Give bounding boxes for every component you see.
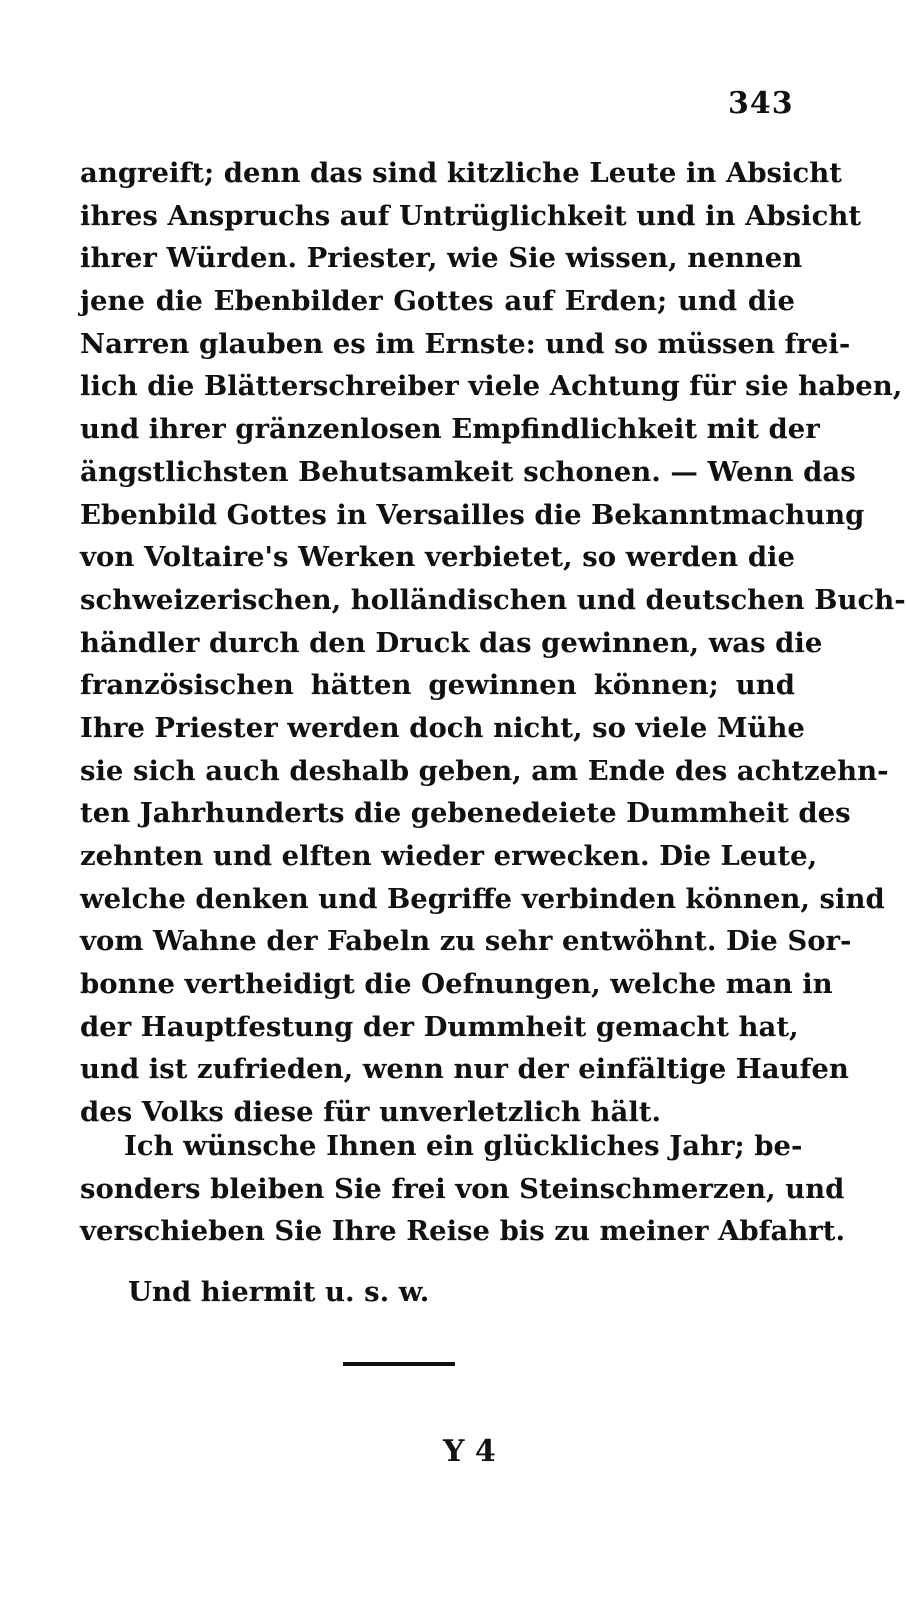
text-line: angreift; denn das sind kitzliche Leute in Absicht <box>80 157 842 189</box>
paragraph-2 <box>80 1125 846 1253</box>
text-line: schweizerischen, holländischen und deutschen Buch- <box>80 583 906 616</box>
text-line: händler durch den Druck das gewinnen, was die <box>80 626 823 659</box>
text-line: sonders bleiben Sie frei von Steinschmerzen, und <box>80 1172 845 1205</box>
text-line: von Voltaire's Werken verbietet, so werden die <box>80 541 795 574</box>
text-line: französischen hätten gewinnen können; und <box>80 669 795 702</box>
text-line: Ihre Priester werden doch nicht, so viele Mühe <box>80 711 805 744</box>
closing-line: Und hiermit u. s. w. <box>128 1276 430 1308</box>
text-line: der Hauptfestung der Dummheit gemacht hat, <box>80 1010 799 1043</box>
text-line: verschieben Sie Ihre Reise bis zu meiner Abfahrt. <box>80 1215 846 1248</box>
text-line: und ihrer gränzenlosen Empfindlichkeit mit der <box>80 413 820 446</box>
separator-rule <box>343 1362 455 1366</box>
text-line: jene die Ebenbilder Gottes auf Erden; und die <box>80 285 795 318</box>
text-line: Ich wünsche Ihnen ein glückliches Jahr; be- <box>124 1130 803 1162</box>
text-line: und ist zufrieden, wenn nur der einfältige Haufen <box>80 1053 849 1086</box>
text-line: sie sich auch deshalb geben, am Ende des achtzehn- <box>80 754 889 787</box>
text-line: ten Jahrhunderts die gebenedeiete Dummheit des <box>80 797 851 830</box>
text-line: lich die Blätterschreiber viele Achtung für sie haben, <box>80 370 903 403</box>
text-line: welche denken und Begriffe verbinden können, sind <box>80 882 885 915</box>
text-line: des Volks diese für unverletzlich hält. <box>80 1096 662 1129</box>
text-line: Ebenbild Gottes in Versailles die Bekanntmachung <box>80 498 865 531</box>
signature-mark: Y 4 <box>443 1434 496 1469</box>
text-line: vom Wahne der Fabeln zu sehr entwöhnt. Die Sor- <box>80 925 852 958</box>
text-line: Narren glauben es im Ernste: und so müssen frei- <box>80 327 851 360</box>
page-number: 343 <box>728 86 794 121</box>
text-line: zehnten und elften wieder erwecken. Die Leute, <box>80 840 818 872</box>
paragraph-1 <box>80 152 906 1134</box>
text-line: ängstlichsten Behutsamkeit schonen. — Wenn das <box>80 455 856 488</box>
text-line: bonne vertheidigt die Oefnungen, welche man in <box>80 968 833 1001</box>
text-line: ihrer Würden. Priester, wie Sie wissen, nennen <box>80 242 803 275</box>
text-line: ihres Anspruchs auf Untrüglichkeit und in Absicht <box>80 199 862 232</box>
